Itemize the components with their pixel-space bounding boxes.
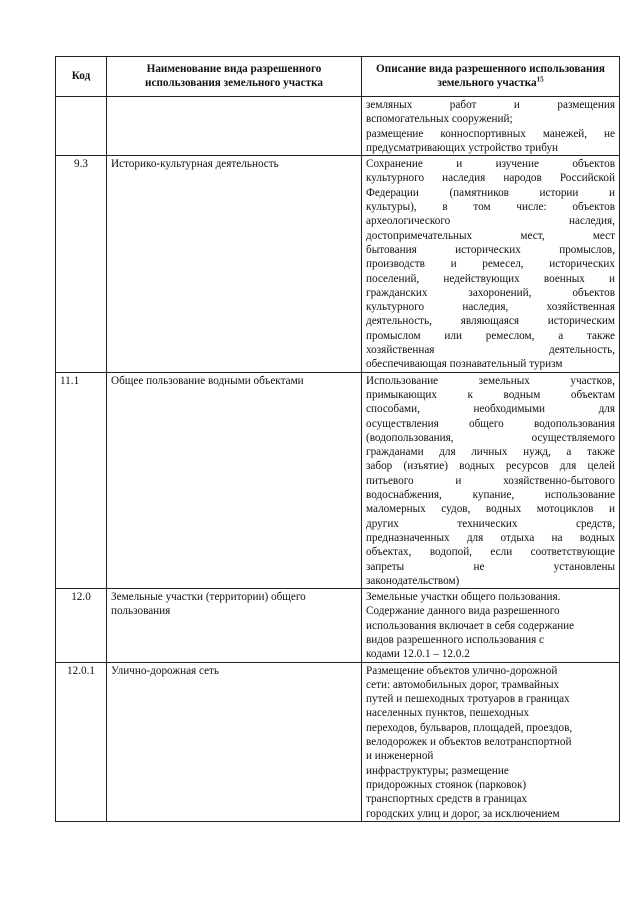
- description-line: предусматривающих устройство трибун: [366, 141, 559, 154]
- description-line: поселений, недействующих военных и: [366, 272, 615, 285]
- table-header-row: [56, 57, 620, 97]
- description-line: Земельные участки общего пользования.: [366, 591, 561, 604]
- description-line: производств и ремесел, исторических: [366, 258, 615, 271]
- description-line: велодорожек и объектов велотранспортной: [366, 736, 572, 749]
- description-line: культуры), в том числе: объектов: [366, 201, 615, 214]
- header-name: Наименование вида разрешенного использования земельного участка: [107, 57, 362, 97]
- row-name: Общее пользование водными объектами: [107, 372, 362, 588]
- description-line: других технических средств,: [366, 517, 615, 530]
- description-line: хозяйственная деятельность,: [366, 344, 615, 357]
- description-line: гражданских захоронений, объектов: [366, 286, 615, 299]
- description-line: размещение конноспортивных манежей, не: [366, 127, 615, 140]
- row-code: 9.3: [56, 156, 107, 372]
- description-line: сети: автомобильных дорог, трамвайных: [366, 678, 560, 691]
- description-line: использования включает в себя содержание: [366, 619, 575, 632]
- description-line: способами, необходимыми для: [366, 403, 615, 416]
- row-name: [107, 97, 362, 156]
- description-line: Федерации (памятников истории и: [366, 186, 615, 199]
- description-line: деятельность, являющаяся историческим: [366, 315, 615, 328]
- description-line: придорожных стоянок (парковок): [366, 778, 527, 791]
- table-row: [56, 156, 620, 372]
- description-line: законодательством): [366, 574, 460, 587]
- row-code: 11.1: [56, 372, 107, 588]
- description-line: гражданами для личных нужд, а также: [366, 446, 615, 459]
- row-code: 12.0.1: [56, 662, 107, 821]
- description-line: и инженерной: [366, 750, 434, 763]
- table-row: [56, 589, 620, 662]
- description-line: запреты не установлены: [366, 560, 615, 573]
- table-row: [56, 372, 620, 588]
- description-line: объектах, водопой, если соответствующие: [366, 546, 615, 559]
- land-use-table: [55, 56, 620, 822]
- description-line: маломерных судов, водных мотоциклов и: [366, 503, 615, 516]
- row-description: [362, 156, 620, 372]
- description-line: осуществления общего водопользования: [366, 417, 615, 430]
- description-line: достопримечательных мест, мест: [366, 229, 615, 242]
- description-line: предназначенных для отдыха на водных: [366, 531, 615, 544]
- row-name: Земельные участки (территории) общего пользования: [107, 589, 362, 662]
- description-line: переходов, бульваров, площадей, проездов,: [366, 721, 573, 734]
- row-code: [56, 97, 107, 156]
- table-row: [56, 97, 620, 156]
- description-line: Сохранение и изучение объектов: [366, 158, 615, 171]
- description-line: бытования исторических промыслов,: [366, 243, 615, 256]
- description-line: городских улиц и дорог, за исключением: [366, 807, 560, 820]
- header-description-text: Описание вида разрешенного использования земельного участка: [376, 63, 605, 89]
- description-line: транспортных средств в границах: [366, 793, 528, 806]
- description-line: инфраструктуры; размещение: [366, 764, 509, 777]
- description-line: путей и пешеходных тротуаров в границах: [366, 693, 570, 706]
- description-line: (водопользования, осуществляемого: [366, 431, 615, 444]
- header-description: [362, 57, 620, 97]
- description-line: питьевого и хозяйственно-бытового: [366, 474, 615, 487]
- row-description: [362, 372, 620, 588]
- row-description: [362, 589, 620, 662]
- description-line: культурного наследия народов Российской: [366, 172, 615, 185]
- description-line: Размещение объектов улично-дорожной: [366, 664, 558, 677]
- row-code: 12.0: [56, 589, 107, 662]
- description-line: видов разрешенного использования с: [366, 633, 545, 646]
- description-line: культурного наследия, хозяйственная: [366, 301, 615, 314]
- description-line: Использование земельных участков,: [366, 374, 615, 387]
- description-line: водоснабжения, купание, использование: [366, 489, 615, 502]
- row-name: Улично-дорожная сеть: [107, 662, 362, 821]
- row-name: Историко-культурная деятельность: [107, 156, 362, 372]
- description-line: населенных пунктов, пешеходных: [366, 707, 530, 720]
- description-line: вспомогательных сооружений;: [366, 113, 513, 126]
- description-line: кодами 12.0.1 – 12.0.2: [366, 648, 470, 661]
- description-line: примыкающих к водным объектам: [366, 388, 615, 401]
- header-code: Код: [56, 57, 107, 97]
- table-row: [56, 662, 620, 821]
- footnote-mark: 15: [536, 74, 544, 83]
- row-description: [362, 662, 620, 821]
- description-line: археологического наследия,: [366, 215, 615, 228]
- description-line: промыслом или ремеслом, а также: [366, 329, 615, 342]
- description-line: земляных работ и размещения: [366, 99, 615, 111]
- row-description: [362, 97, 620, 156]
- description-line: обеспечивающая познавательный туризм: [366, 358, 563, 371]
- description-line: забор (изъятие) водных ресурсов для целей: [366, 460, 615, 473]
- description-line: Содержание данного вида разрешенного: [366, 605, 560, 618]
